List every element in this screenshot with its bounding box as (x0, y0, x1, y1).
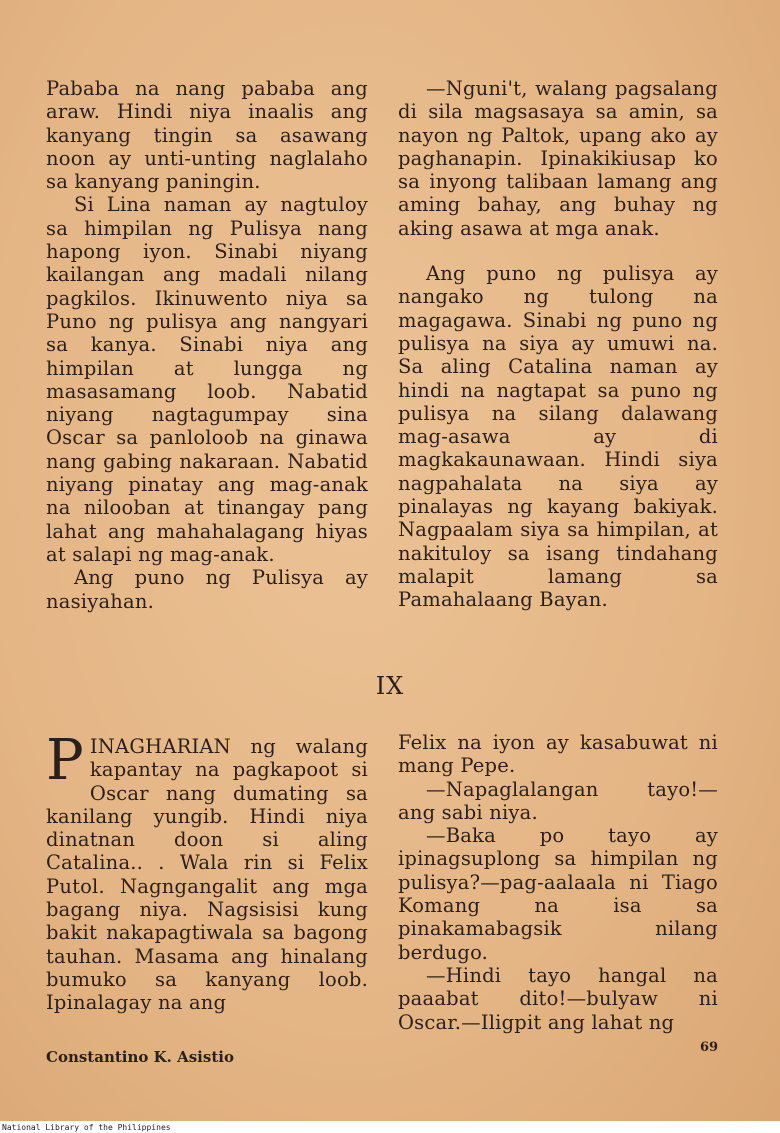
paragraph: Felix na iyon ay kasabuwat ni mang Pepe. (398, 731, 718, 778)
drop-cap: P (46, 728, 84, 793)
author-name: Constantino K. Asistio (46, 1048, 234, 1066)
paragraph: Si Lina naman ay nagtuloy sa himpilan ng Pulisya nang hapong iyon. Sinabi niyang kailangan ang madali nilang pagkilos. Ikinuwento niya sa Puno ng pulisya ang nangyari sa kanya. Sinabi niya ang himpilan at lungga ng masasamang loob. Nabatid niyang nagtagumpay sina Oscar sa panloloob na ginawa nang gabing nakaraan. Nabatid niyang pinatay ang mag-anak na nilooban at tinangay pang lahat ang mahahalagang hiyas at salapi ng mag-anak. (46, 193, 368, 566)
paragraph: —Baka po tayo ay ipinagsuplong sa himpilan ng pulisya?—pag-aalaala ni Tiago Komang na isa sa pinakamabagsik nilang berdugo. (398, 824, 718, 964)
column-top-left (46, 77, 368, 613)
paragraph (46, 728, 368, 1015)
paragraph: Pababa na nang pababa ang araw. Hindi niya inaalis ang kanyang tingin sa asawang noon ay unti-unting naglalaho sa kanyang paningin. (46, 77, 368, 194)
column-bottom-right (398, 731, 718, 1034)
column-bottom-left (46, 728, 368, 1015)
paragraph: —Napaglalangan tayo!— ang sabi niya. (398, 777, 718, 824)
paragraph-text: INAGHARIAN ng walang kapantay na pagkapoot si Oscar nang dumating sa kanilang yungib. Hindi niya dinatnan doon si aling Catalina.. . Wala rin si Felix Putol. Nagngangalit ang mga bagang niya. Nagsisisi kung bakit nakapagtiwala sa bagong tauhan. Masama ang hinalang bumuko sa kanyang loob. Ipinalagay na ang (46, 735, 368, 1015)
paragraph: Ang puno ng pulisya ay nangako ng tulong na magagawa. Sinabi ng puno ng pulisya na siya ay umuwi na. Sa aling Catalina naman ay hindi na nagtapat sa puno ng pulisya na silang dalawang mag-asawa ay di magkakaunawaan. Hindi siya nagpahalata na siya ay pinalayas ng kayang bakiyak. Nagpaalam siya sa himpilan, at nakituloy sa isang tindahang malapit lamang sa Pamahalaang Bayan. (398, 262, 718, 612)
library-credit: National Library of the Philippines (2, 1123, 171, 1132)
chapter-heading: IX (375, 672, 405, 700)
column-top-right (398, 77, 718, 612)
paragraph: —Hindi tayo hangal na paaabat dito!—bulyaw ni Oscar.—Iligpit ang lahat ng (398, 963, 718, 1034)
paragraph: —Nguni't, walang pagsalang di sila magsasaya sa amin, sa nayon ng Paltok, upang ako ay paghanapin. Ipinakikiusap ko sa inyong talibaan lamang ang aming bahay, ang buhay ng aking asawa at mga anak. (398, 77, 718, 240)
paragraph: Ang puno ng Pulisya ay nasiyahan. (46, 566, 368, 613)
page-number: 69 (700, 1040, 719, 1055)
